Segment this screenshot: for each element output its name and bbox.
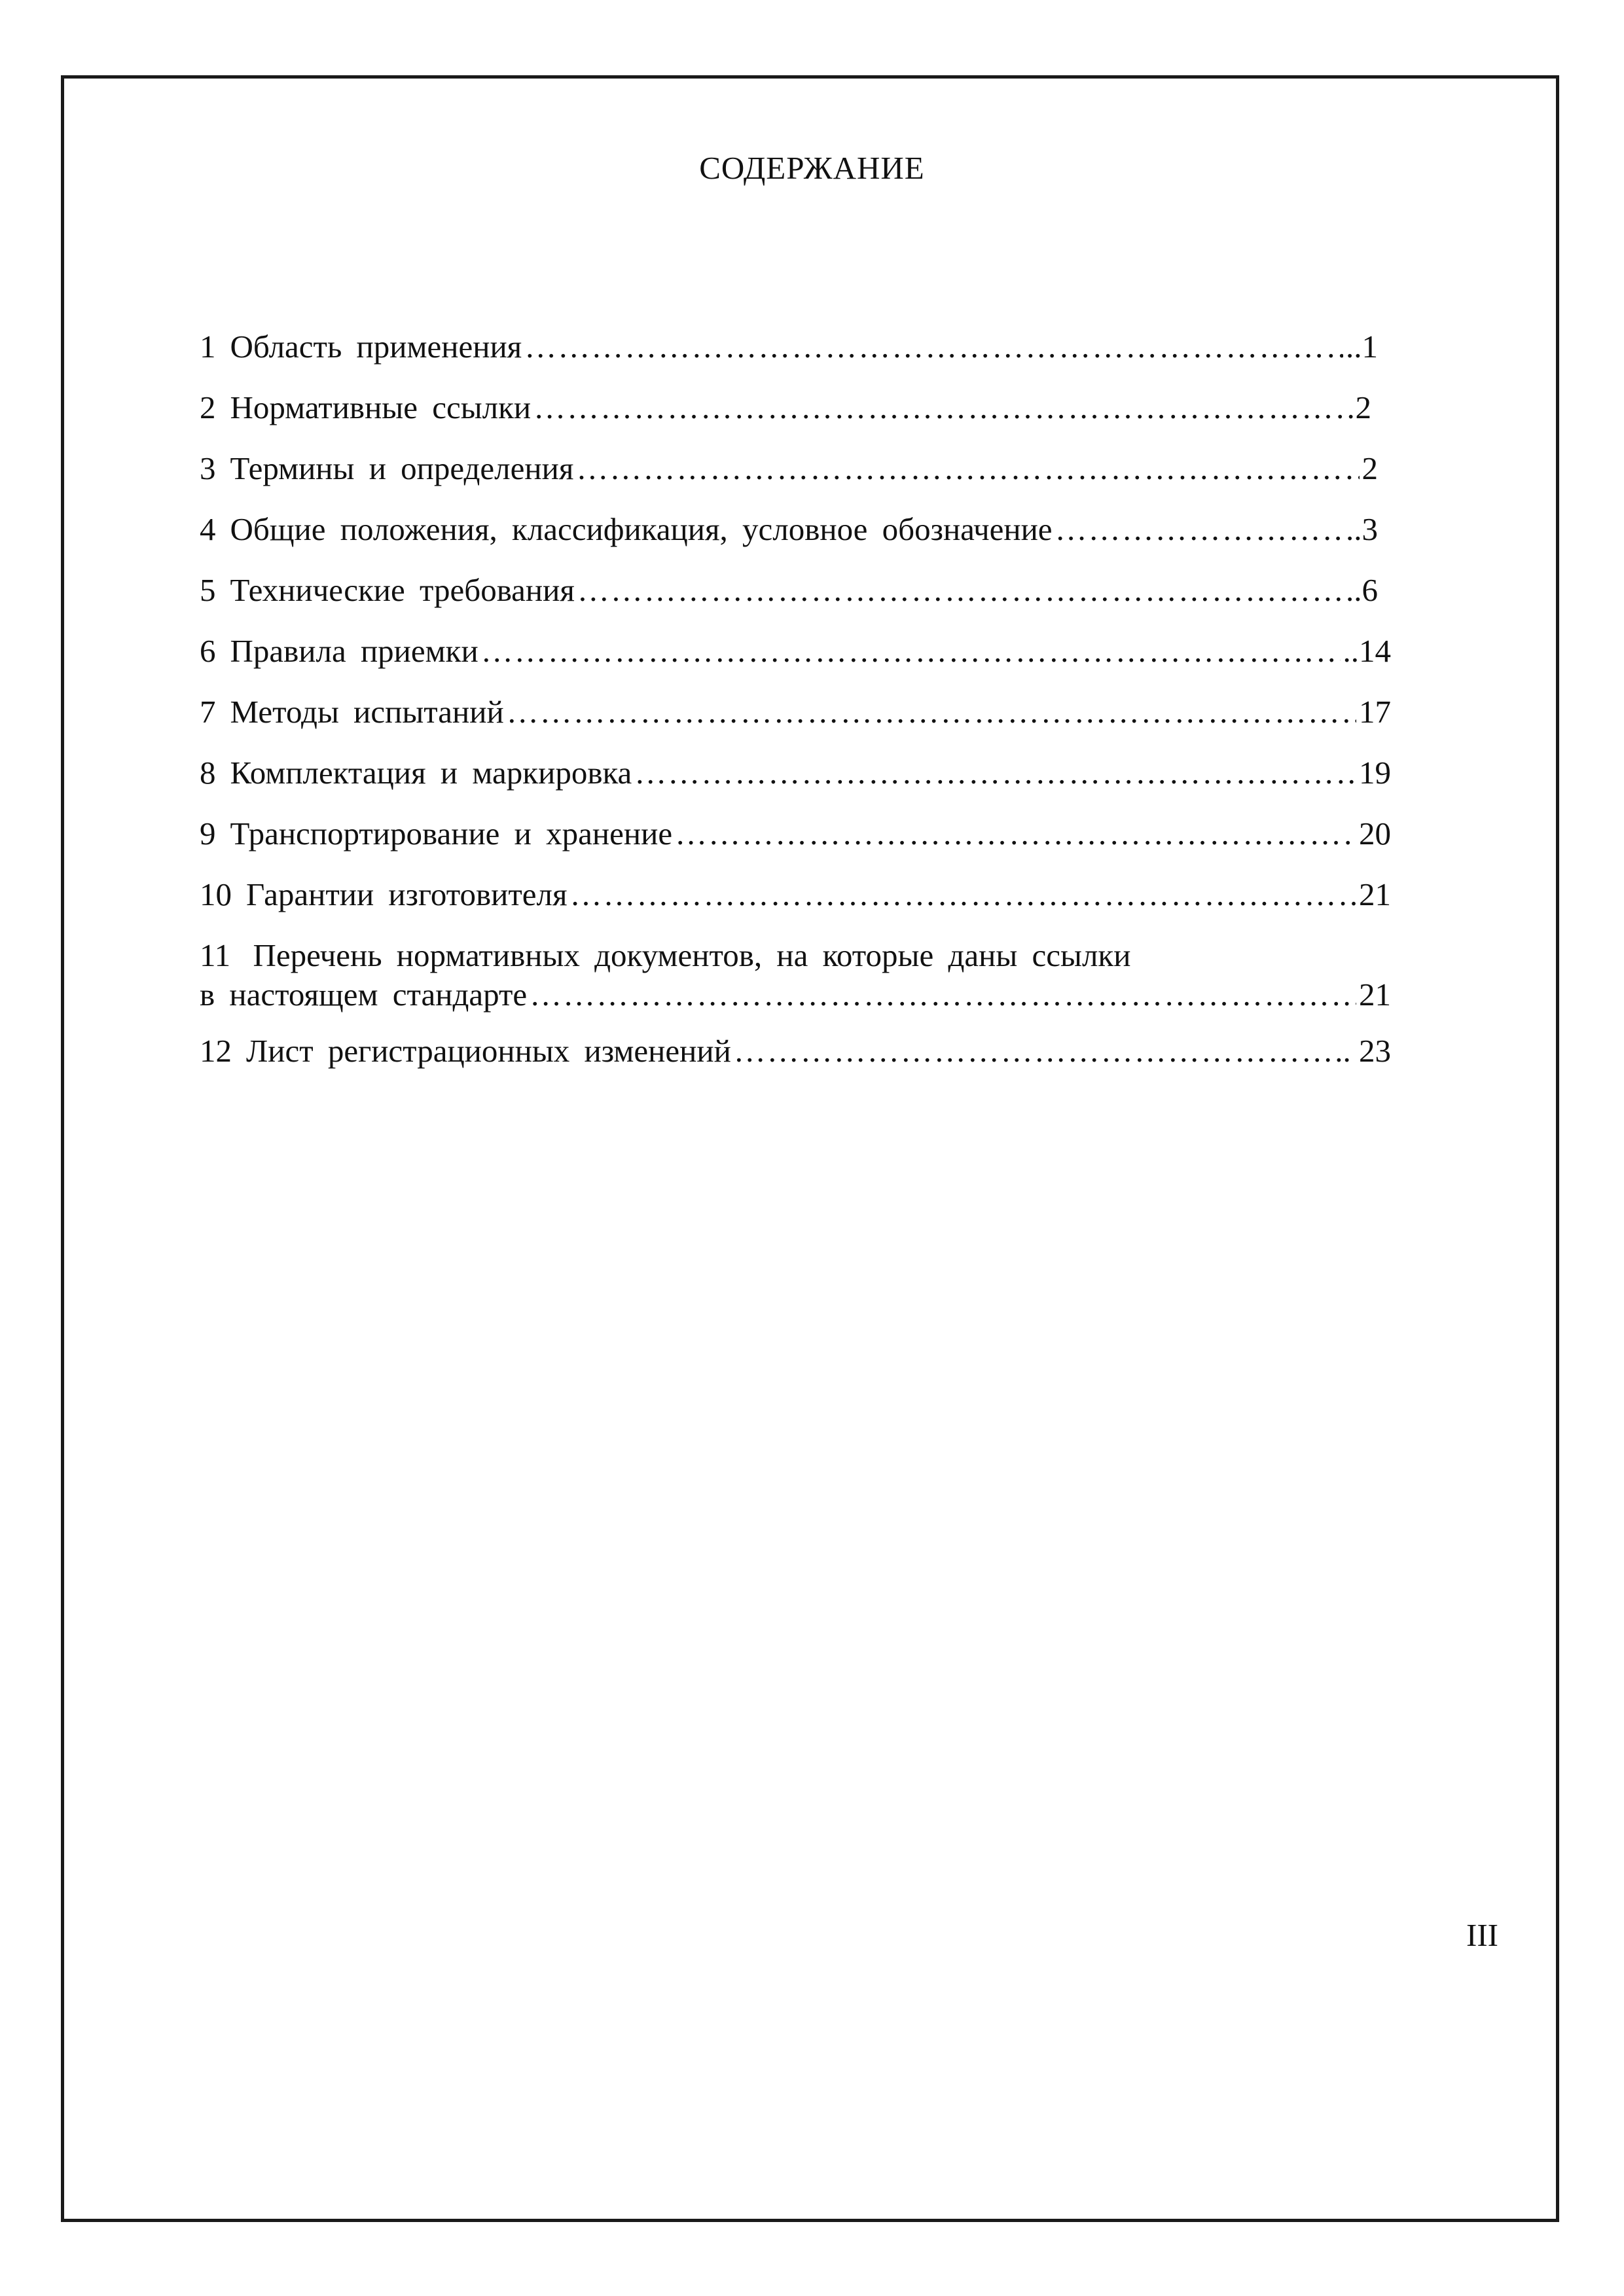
toc-entry-label-continuation: в настоящем стандарте [200,977,528,1013]
toc-entry-number: 10 [200,876,232,912]
toc-entry[interactable] [200,449,1378,510]
toc-entry[interactable] [200,632,1391,692]
toc-entry-label: Методы испытаний [230,694,504,730]
toc-entry-label: Область применения [230,329,522,365]
toc-entry-page: 17 [1359,694,1391,730]
toc-entry-number: 1 [200,329,216,365]
toc-entry-number: 2 [200,389,216,425]
toc-entry-page: 20 [1359,816,1391,852]
dot-leader [524,327,1343,367]
dot-leader [530,975,1356,1014]
toc-entry[interactable] [200,510,1378,571]
toc-entry-number: 7 [200,694,216,730]
toc-entry-number: 3 [200,450,216,486]
toc-entry-page: 2 [1362,450,1378,486]
toc-entry[interactable] [200,388,1371,449]
toc-entry[interactable] [200,571,1378,632]
dot-leader [734,1031,1332,1071]
dot-leader [1055,510,1343,549]
toc-entry-page: ..14 [1343,633,1391,669]
toc-entry[interactable] [200,875,1391,936]
dot-leader [577,571,1343,610]
toc-title: СОДЕРЖАНИЕ [699,150,925,186]
toc-entry[interactable] [200,692,1391,753]
toc-entry-label: Правила приемки [230,633,478,669]
toc-entry-label: Нормативные ссылки [230,389,532,425]
toc-entry-page: ..1 [1346,329,1378,365]
toc-entry-number: 4 [200,511,216,547]
toc-entry[interactable] [200,327,1378,388]
toc-entry-label: Общие положения, классификация, условное обозначение [230,511,1053,547]
toc-entry-page: 21 [1359,977,1391,1013]
toc-entry-label: Термины и определения [230,450,574,486]
toc-entry-number: 8 [200,755,216,791]
toc-entry-label: Гарантии изготовителя [246,876,568,912]
toc-entry-number: 11 [200,937,231,973]
page-number: III [1466,1917,1498,1953]
toc-entry-number: 12 [200,1033,232,1069]
toc-entry-page: 19 [1359,755,1391,791]
dot-leader [675,814,1356,853]
toc-entry-label: Технические требования [230,572,575,608]
dot-leader [481,632,1341,671]
toc-entry-page: ..6 [1346,572,1378,608]
dot-leader [533,388,1352,427]
toc-entry-page: 21 [1359,876,1391,912]
toc-entry-label: Лист регистрационных изменений [246,1033,731,1069]
dot-leader [634,753,1356,793]
toc-entry-label: Транспортирование и хранение [230,816,673,852]
toc-entry[interactable] [200,1031,1391,1092]
toc-entry[interactable] [200,753,1391,814]
toc-list [200,327,1391,1092]
dot-leader [570,875,1356,914]
toc-entry-page: ..3 [1346,511,1378,547]
toc-entry-label: Перечень нормативных документов, на которые даны ссылки [253,937,1131,973]
toc-entry-number: 5 [200,572,216,608]
dot-leader [507,692,1356,732]
toc-entry-page: .. 23 [1335,1033,1391,1069]
toc-entry[interactable] [200,814,1391,875]
toc-entry-number: 6 [200,633,216,669]
toc-entry-label: Комплектация и маркировка [230,755,632,791]
dot-leader [576,449,1359,488]
toc-entry-number: 9 [200,816,216,852]
toc-entry-page: 2 [1355,389,1371,425]
